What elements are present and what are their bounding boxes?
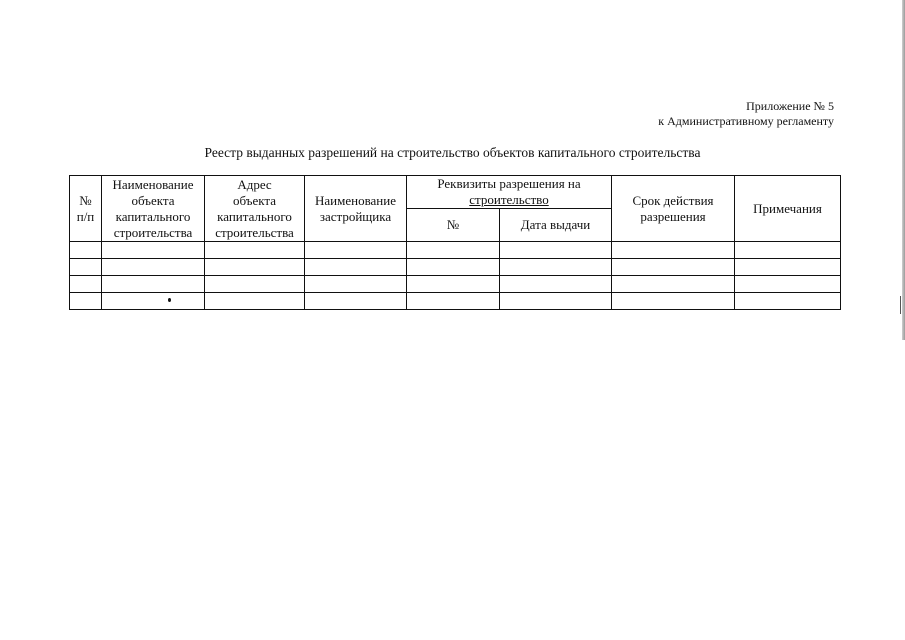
header-requisites xyxy=(407,176,612,209)
table-cell xyxy=(205,259,305,276)
appendix-line-1: Приложение № 5 xyxy=(746,99,834,113)
table-cell xyxy=(500,259,612,276)
scan-edge-mark xyxy=(900,296,901,314)
header-validity-line: Срок действия xyxy=(632,192,714,208)
table-cell xyxy=(205,242,305,259)
table-row xyxy=(70,276,841,293)
ink-dot-mark xyxy=(168,298,171,302)
header-validity xyxy=(612,176,735,242)
header-row-1 xyxy=(70,176,841,209)
table-cell xyxy=(205,276,305,293)
header-validity-line: разрешения xyxy=(640,208,706,224)
table-row xyxy=(70,259,841,276)
registry-table xyxy=(69,175,841,310)
header-object-address xyxy=(205,176,305,242)
table-cell xyxy=(305,242,407,259)
table-cell xyxy=(305,293,407,310)
appendix-note xyxy=(658,99,834,129)
header-num-line-1: № xyxy=(79,192,92,208)
table-cell xyxy=(407,293,500,310)
table-cell xyxy=(102,259,205,276)
table-cell xyxy=(735,242,841,259)
table-cell xyxy=(70,293,102,310)
table-cell xyxy=(102,242,205,259)
header-req-date: Дата выдачи xyxy=(500,209,612,242)
table-cell xyxy=(70,259,102,276)
header-object-address-line: объекта xyxy=(232,192,277,208)
header-num xyxy=(70,176,102,242)
header-num-line-2: п/п xyxy=(76,208,95,224)
header-object-name-line: объекта xyxy=(131,192,175,208)
header-object-name xyxy=(102,176,205,242)
header-object-address-line: Адрес xyxy=(237,176,272,192)
header-object-name-line: капитального xyxy=(115,208,191,224)
table-cell xyxy=(735,276,841,293)
table-cell xyxy=(102,276,205,293)
table-cell xyxy=(70,276,102,293)
table-cell xyxy=(407,259,500,276)
header-notes xyxy=(735,176,841,242)
header-developer-line: застройщика xyxy=(319,208,392,224)
table-cell xyxy=(305,276,407,293)
table-cell xyxy=(500,293,612,310)
header-developer-line: Наименование xyxy=(315,192,396,208)
table-cell xyxy=(612,293,735,310)
table-cell xyxy=(500,242,612,259)
table-cell xyxy=(102,293,205,310)
header-object-name-line: Наименование xyxy=(112,176,194,192)
table-cell xyxy=(735,293,841,310)
header-requisites-line: строительство xyxy=(469,192,549,207)
table-row xyxy=(70,242,841,259)
table-cell xyxy=(407,242,500,259)
header-req-number: № xyxy=(407,209,500,242)
table-cell xyxy=(205,293,305,310)
header-object-address-line: строительства xyxy=(215,224,294,240)
table-cell xyxy=(500,276,612,293)
table-cell xyxy=(407,276,500,293)
header-object-name-line: строительства xyxy=(113,224,193,240)
table-cell xyxy=(70,242,102,259)
header-object-address-line: капитального xyxy=(217,208,292,224)
header-notes-label: Примечания xyxy=(753,200,822,216)
table-cell xyxy=(735,259,841,276)
table-row xyxy=(70,293,841,310)
table-cell xyxy=(612,259,735,276)
document-title: Реестр выданных разрешений на строительство объектов капитального строительства xyxy=(204,145,701,160)
table-cell xyxy=(612,276,735,293)
table-cell xyxy=(305,259,407,276)
header-developer xyxy=(305,176,407,242)
header-requisites-line: Реквизиты разрешения на xyxy=(437,176,581,191)
table-cell xyxy=(612,242,735,259)
appendix-line-2: к Административному регламенту xyxy=(658,114,834,128)
